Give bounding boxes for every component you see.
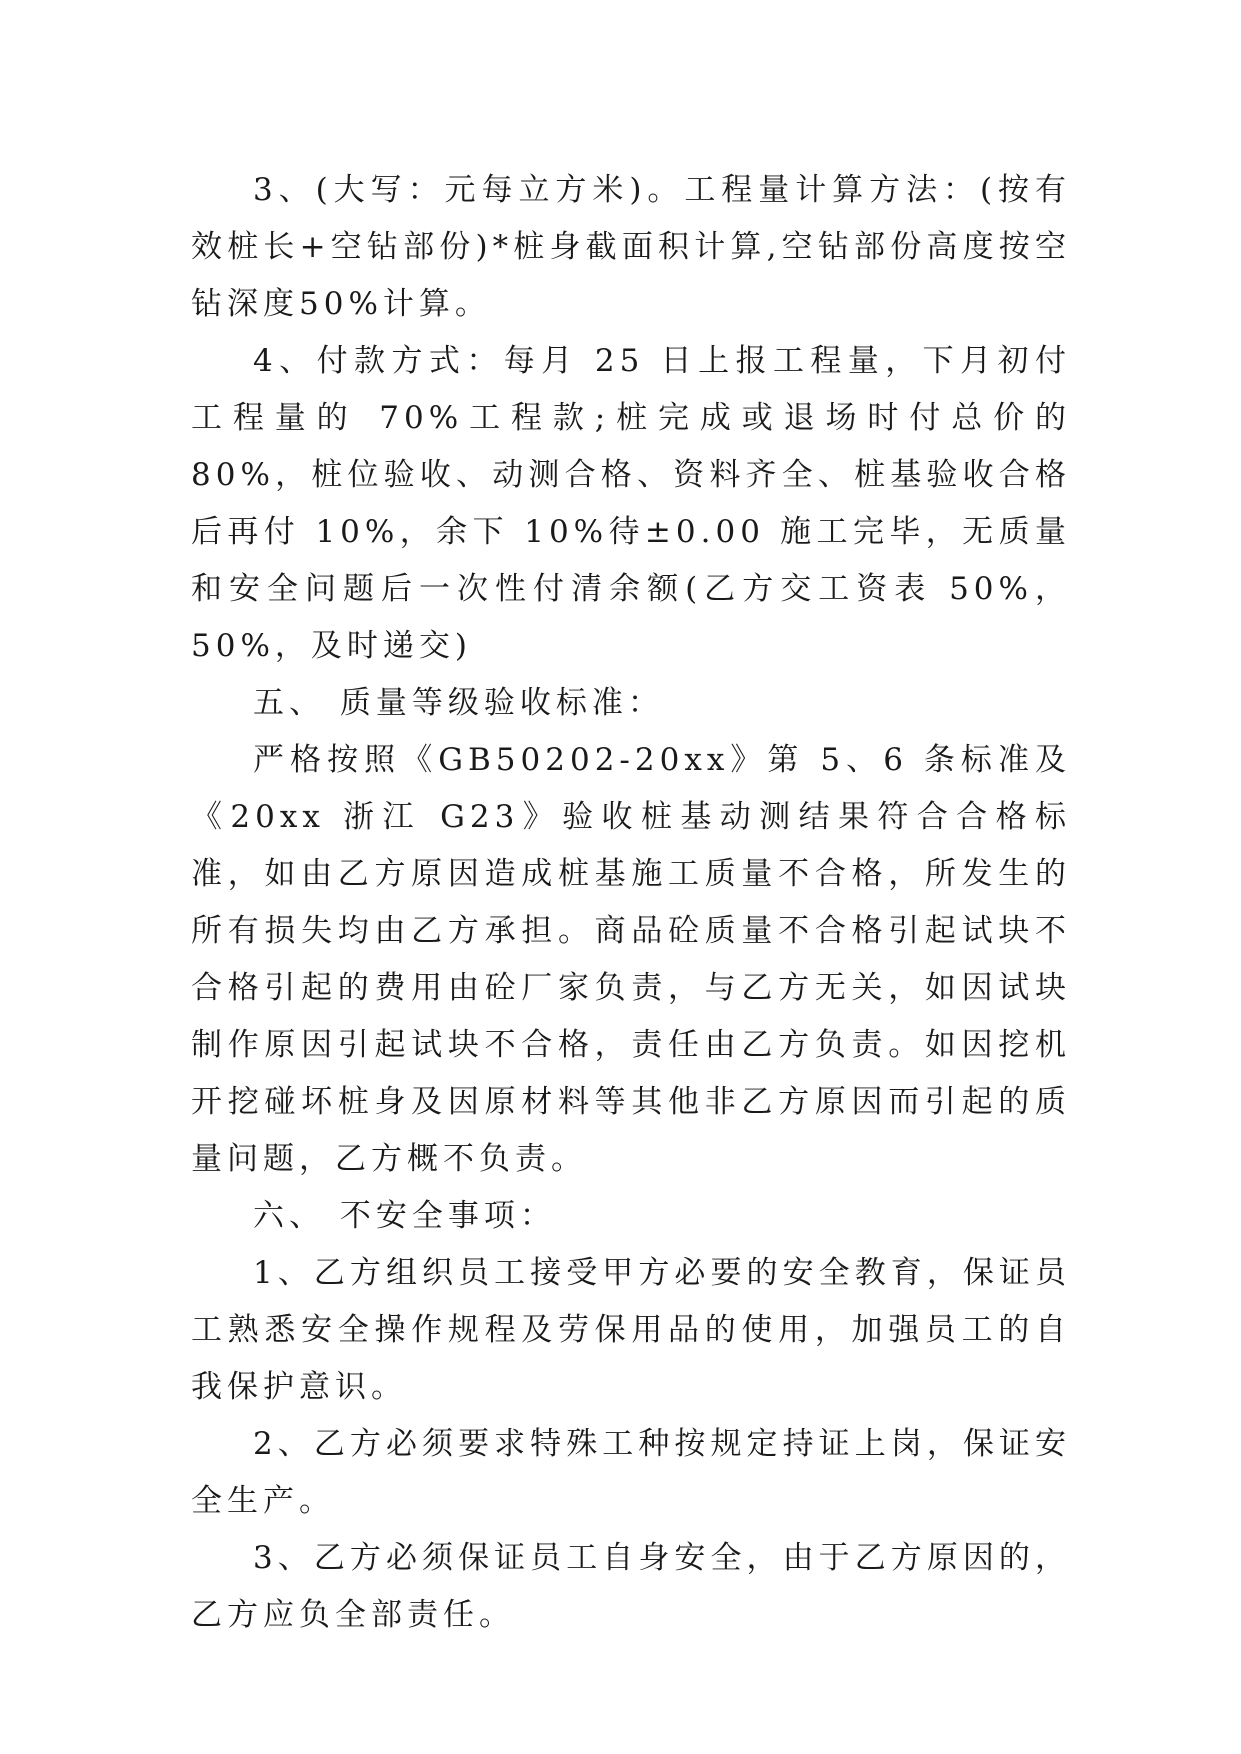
section-5-heading: 五、 质量等级验收标准： — [253, 685, 664, 721]
section-5-quality-standard: 严格按照《GB50202-20xx》第 5、6 条标准及《20xx 浙江 G23》验收桩基动测结果符合合格标准，如由乙方原因造成桩基施工质量不合格，所发生的所有损失均由乙方承担。商品砼质量不合格引起试块不合格引起的费用由砼厂家负责，与乙方无关，如因试块制作原因引起试块不合格，责任由乙方负责。如因挖机开挖碰坏桩身及因原材料等其他非乙方原因而引起的质量问题，乙方概不负责。 — [191, 742, 1071, 1177]
section-6-heading: 六、 不安全事项： — [253, 1198, 556, 1234]
safety-item-1: 1、乙方组织员工接受甲方必要的安全教育，保证员工熟悉安全操作规程及劳保用品的使用，加强员工的自我保护意识。 — [191, 1255, 1071, 1405]
safety-item-2: 2、乙方必须要求特殊工种按规定持证上岗，保证安全生产。 — [191, 1426, 1071, 1519]
safety-item-3: 3、乙方必须保证员工自身安全，由于乙方原因的，乙方应负全部责任。 — [191, 1540, 1071, 1633]
document-body — [191, 162, 1071, 1644]
clause-3-unit-price-calculation: 3、(大写：元每立方米)。工程量计算方法：(按有效桩长+空钻部份)*桩身截面积计算,空钻部份高度按空钻深度50%计算。 — [191, 172, 1071, 322]
clause-4-payment-terms: 4、付款方式：每月 25 日上报工程量，下月初付工程量的 70%工程款;桩完成或退场时付总价的 80%，桩位验收、动测合格、资料齐全、桩基验收合格后再付 10%，余下 10%待±0.00 施工完毕，无质量和安全问题后一次性付清余额(乙方交工资表 50%，50%，及时递交) — [191, 343, 1071, 664]
